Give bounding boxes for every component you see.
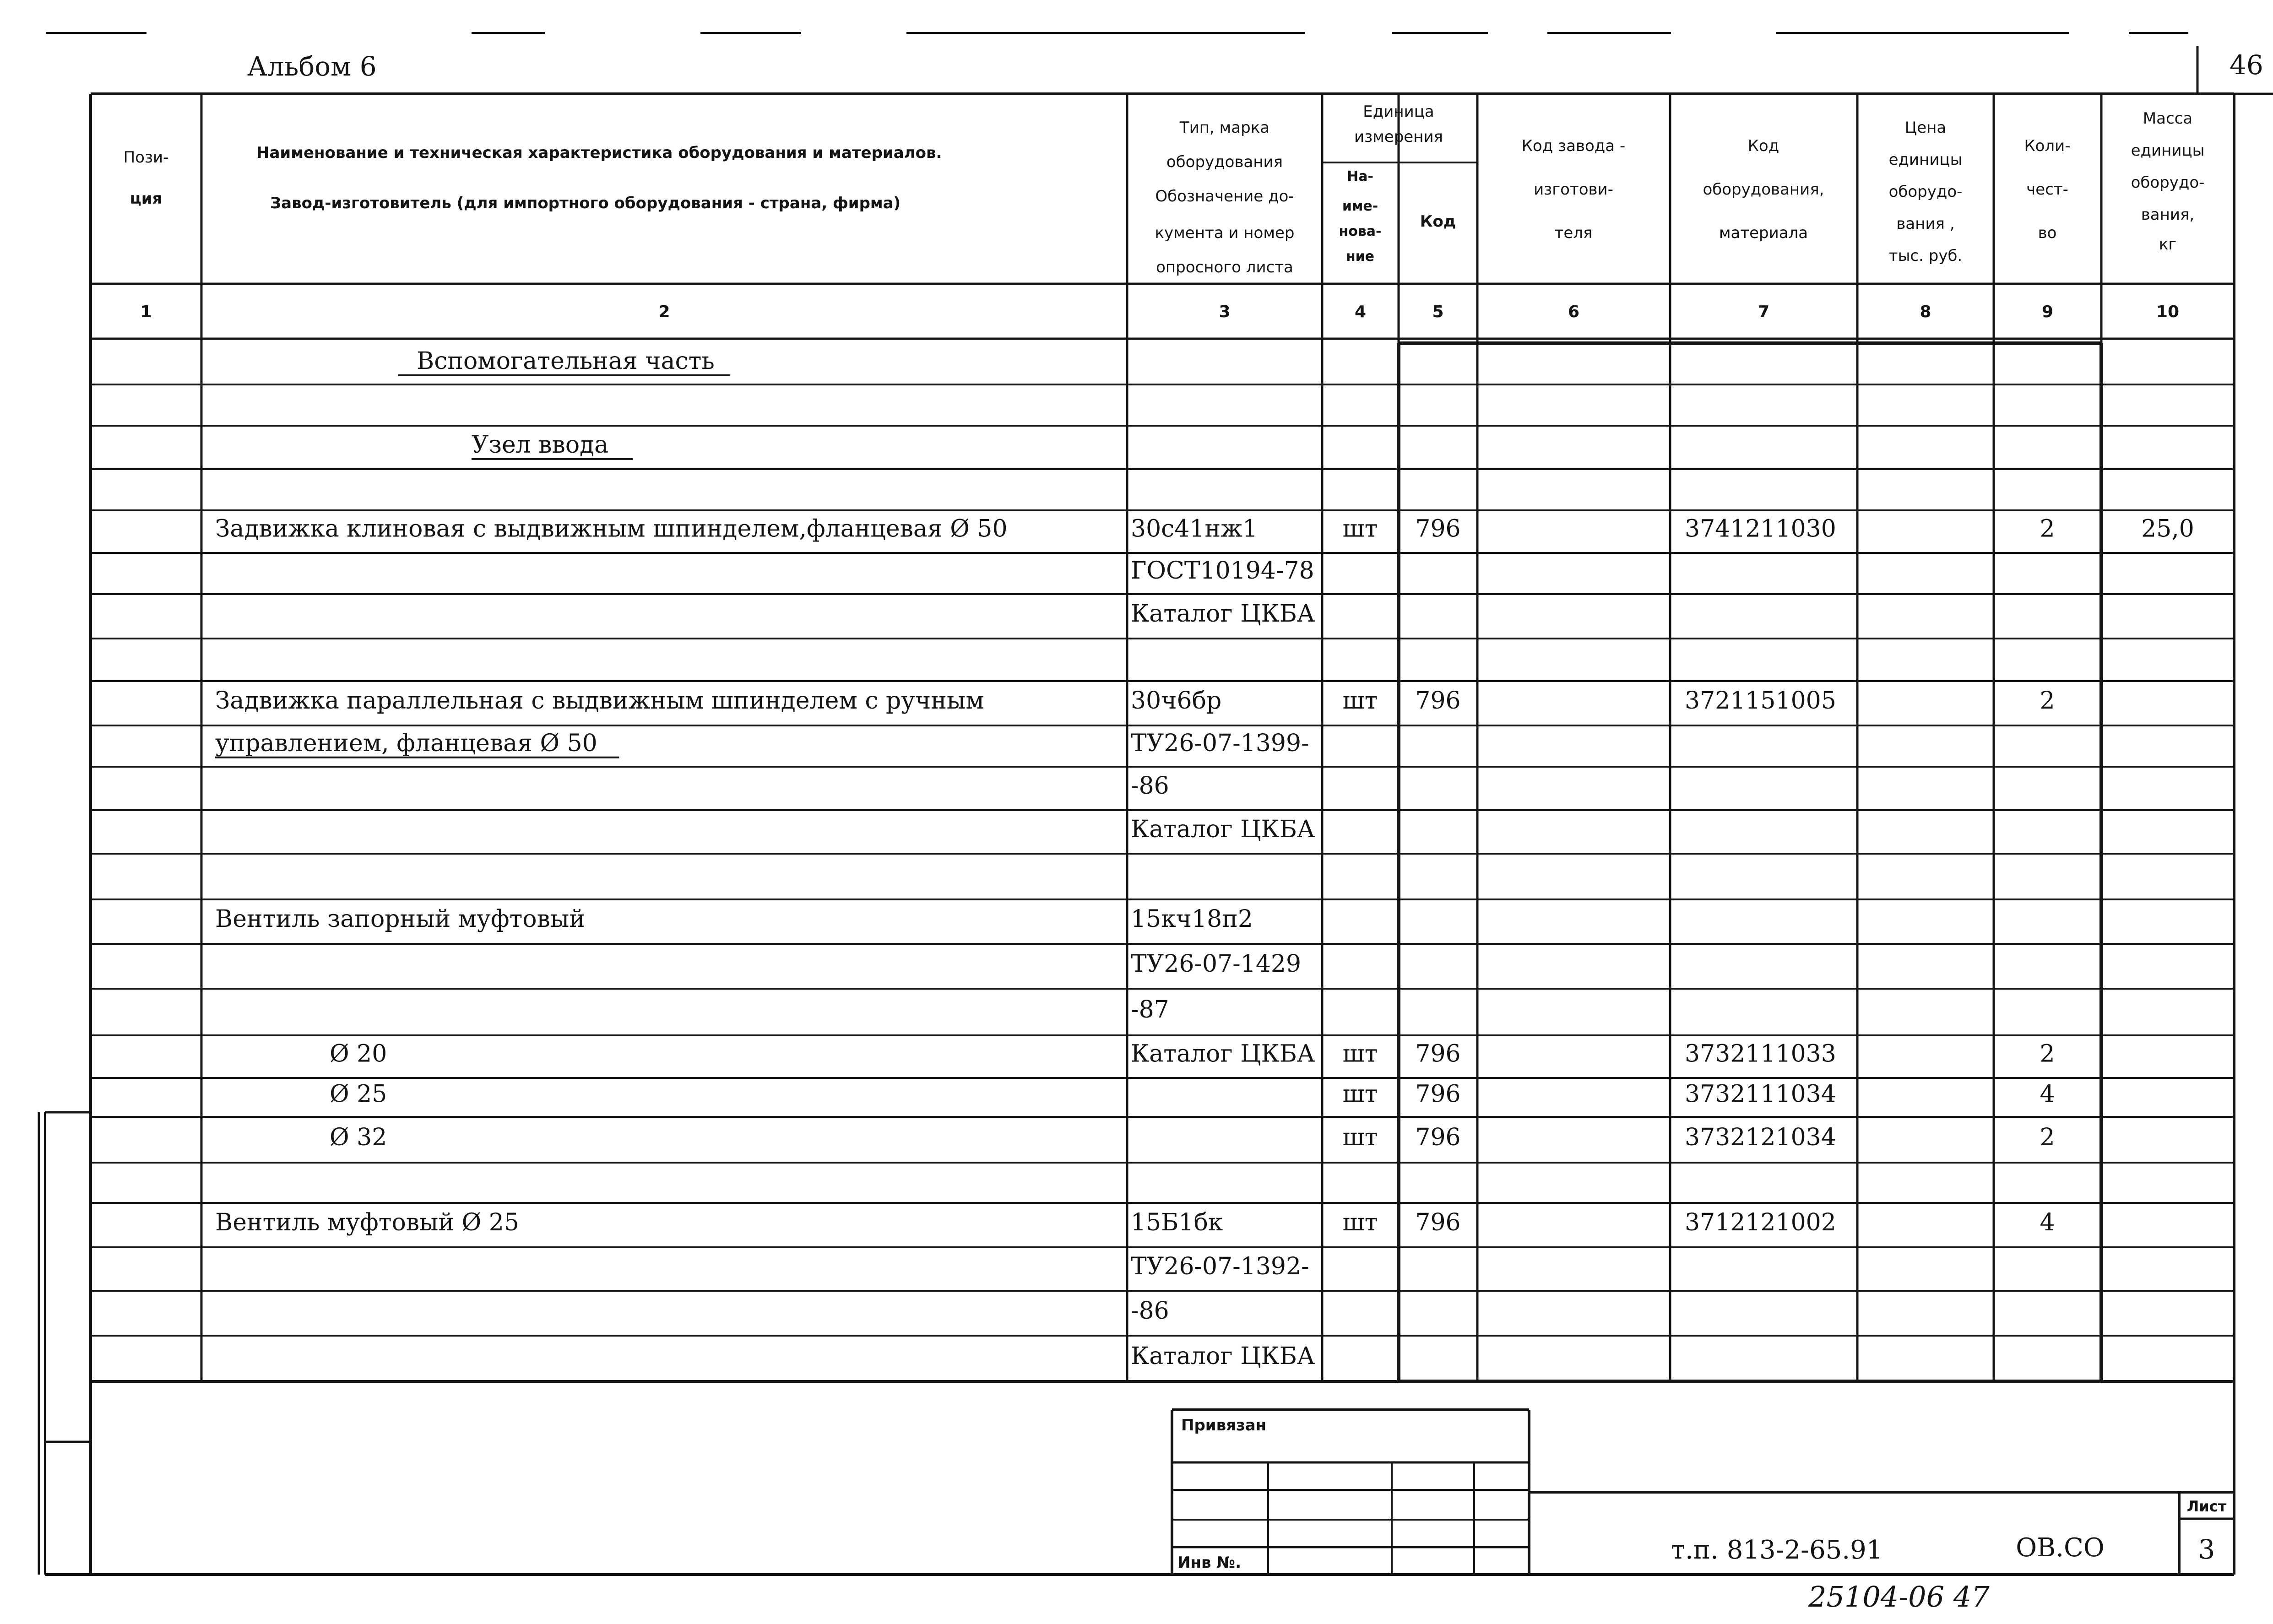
item-equipment-code: 3721151005 bbox=[1685, 687, 1836, 715]
unit-group-title: Единица bbox=[1363, 103, 1434, 121]
item-name: управлением, фланцевая Ø 50 bbox=[215, 729, 597, 757]
item-unit-code: 796 bbox=[1415, 687, 1461, 715]
col6-title: теля bbox=[1554, 224, 1593, 242]
col4-title: На- bbox=[1347, 168, 1373, 184]
privyazan-label: Привязан bbox=[1181, 1416, 1267, 1435]
item-quantity: 4 bbox=[2040, 1209, 2055, 1237]
col9-title: Коли- bbox=[2024, 137, 2071, 155]
column-number: 3 bbox=[1219, 303, 1231, 321]
item-type: 15Б1бк bbox=[1131, 1209, 1223, 1237]
col7-title: оборудования, bbox=[1703, 180, 1824, 199]
item-unit: шт bbox=[1342, 1209, 1378, 1237]
item-name: Ø 20 bbox=[330, 1040, 387, 1068]
item-type: 15кч18п2 bbox=[1131, 905, 1253, 933]
item-unit: шт bbox=[1342, 1080, 1378, 1108]
item-type: Каталог ЦКБА bbox=[1131, 600, 1315, 628]
item-equipment-code: 3732111034 bbox=[1685, 1080, 1836, 1108]
col3-title: Тип, марка bbox=[1179, 119, 1270, 137]
col10-title: вания, bbox=[2141, 206, 2195, 224]
corner-page-number: 46 bbox=[2230, 49, 2263, 81]
item-equipment-code: 3732111033 bbox=[1685, 1040, 1836, 1068]
column-number: 7 bbox=[1758, 303, 1770, 321]
column-number: 8 bbox=[1920, 303, 1931, 321]
item-type: Каталог ЦКБА bbox=[1131, 1040, 1315, 1068]
item-equipment-code: 3712121002 bbox=[1685, 1209, 1836, 1237]
item-unit-code: 796 bbox=[1415, 1040, 1461, 1068]
col6-title: изготови- bbox=[1534, 180, 1613, 199]
item-type: 30с41нж1 bbox=[1131, 515, 1258, 543]
sheet-number: 3 bbox=[2198, 1534, 2215, 1565]
col4-title: нова- bbox=[1339, 223, 1382, 239]
col8-title: оборудо- bbox=[1888, 183, 1963, 201]
item-name: Вспомогательная часть bbox=[417, 347, 715, 375]
item-type: 30ч6бр bbox=[1131, 687, 1222, 715]
item-name: Вентиль муфтовый Ø 25 bbox=[215, 1209, 519, 1237]
item-unit: шт bbox=[1342, 1040, 1378, 1068]
item-unit: шт bbox=[1342, 515, 1378, 543]
item-name: Узел ввода bbox=[472, 431, 609, 459]
column-number: 9 bbox=[2041, 303, 2054, 321]
item-quantity: 2 bbox=[2040, 515, 2055, 543]
item-type: ТУ26-07-1392- bbox=[1131, 1252, 1309, 1280]
item-unit-code: 796 bbox=[1415, 1124, 1461, 1151]
item-equipment-code: 3741211030 bbox=[1685, 515, 1836, 543]
item-name: Ø 25 bbox=[330, 1080, 387, 1108]
handwritten-number: 25104-06 47 bbox=[1808, 1580, 1990, 1613]
column-number: 1 bbox=[140, 303, 152, 321]
item-mass: 25,0 bbox=[2141, 515, 2194, 543]
col2-title-line1: Наименование и техническая характеристика оборудования и материалов. bbox=[256, 144, 942, 162]
col8-title: тыс. руб. bbox=[1888, 247, 1963, 265]
item-unit: шт bbox=[1342, 687, 1378, 715]
item-unit: шт bbox=[1342, 1124, 1378, 1151]
item-type: ТУ26-07-1399- bbox=[1131, 729, 1309, 757]
col10-title: кг bbox=[2159, 235, 2177, 254]
col4-title: име- bbox=[1342, 198, 1378, 214]
col9-title: чест- bbox=[2026, 180, 2068, 199]
section-code: ОВ.СО bbox=[2016, 1533, 2105, 1563]
col10-title: Масса bbox=[2143, 109, 2193, 128]
col3-title: кумента и номер bbox=[1155, 224, 1295, 242]
item-name: Ø 32 bbox=[330, 1124, 387, 1151]
item-unit-code: 796 bbox=[1415, 1209, 1461, 1237]
item-unit-code: 796 bbox=[1415, 1080, 1461, 1108]
item-type: ГОСТ10194-78 bbox=[1131, 557, 1314, 585]
col6-title: Код завода - bbox=[1521, 137, 1626, 155]
item-type: Каталог ЦКБА bbox=[1131, 1343, 1315, 1370]
sheet-label: Лист bbox=[2186, 1498, 2227, 1515]
document-code: т.п. 813-2-65.91 bbox=[1671, 1535, 1883, 1565]
item-quantity: 4 bbox=[2040, 1080, 2055, 1108]
col7-title: Код bbox=[1747, 137, 1779, 155]
col10-title: оборудо- bbox=[2131, 173, 2205, 192]
column-number: 4 bbox=[1354, 303, 1367, 321]
item-type: -86 bbox=[1131, 772, 1169, 800]
col10-title: единицы bbox=[2131, 141, 2205, 160]
inventory-number-label: Инв №. bbox=[1177, 1554, 1242, 1572]
item-name: Задвижка параллельная с выдвижным шпинделем с ручным bbox=[215, 687, 984, 715]
col1-title: Пози- bbox=[123, 148, 169, 167]
col5-title: Код bbox=[1420, 212, 1456, 231]
item-equipment-code: 3732121034 bbox=[1685, 1124, 1836, 1151]
col3-title: опросного листа bbox=[1156, 258, 1293, 276]
item-type: -87 bbox=[1131, 996, 1169, 1024]
item-name: Задвижка клиновая с выдвижным шпинделем,фланцевая Ø 50 bbox=[215, 515, 1008, 543]
item-name: Вентиль запорный муфтовый bbox=[215, 905, 585, 933]
col8-title: единицы bbox=[1888, 151, 1963, 169]
col3-title: Обозначение до- bbox=[1155, 187, 1294, 206]
col1-title: ция bbox=[130, 189, 163, 208]
col8-title: Цена bbox=[1904, 119, 1947, 137]
item-quantity: 2 bbox=[2040, 1040, 2055, 1068]
col7-title: материала bbox=[1719, 224, 1808, 242]
col8-title: вания , bbox=[1896, 215, 1955, 233]
unit-group-title: измерения bbox=[1354, 128, 1443, 146]
col3-title: оборудования bbox=[1166, 153, 1283, 171]
column-number: 10 bbox=[2156, 303, 2180, 321]
col9-title: во bbox=[2038, 224, 2057, 242]
item-quantity: 2 bbox=[2040, 687, 2055, 715]
col2-title-line2: Завод-изготовитель (для импортного оборудования - страна, фирма) bbox=[270, 194, 901, 212]
item-quantity: 2 bbox=[2040, 1124, 2055, 1151]
col4-title: ние bbox=[1345, 249, 1375, 265]
item-unit-code: 796 bbox=[1415, 515, 1461, 543]
item-type: Каталог ЦКБА bbox=[1131, 815, 1315, 843]
column-number: 2 bbox=[658, 303, 670, 321]
item-type: ТУ26-07-1429 bbox=[1131, 950, 1302, 978]
album-label: Альбом 6 bbox=[247, 51, 377, 82]
column-number: 6 bbox=[1568, 303, 1580, 321]
item-type: -86 bbox=[1131, 1297, 1169, 1325]
column-number: 5 bbox=[1432, 303, 1444, 321]
